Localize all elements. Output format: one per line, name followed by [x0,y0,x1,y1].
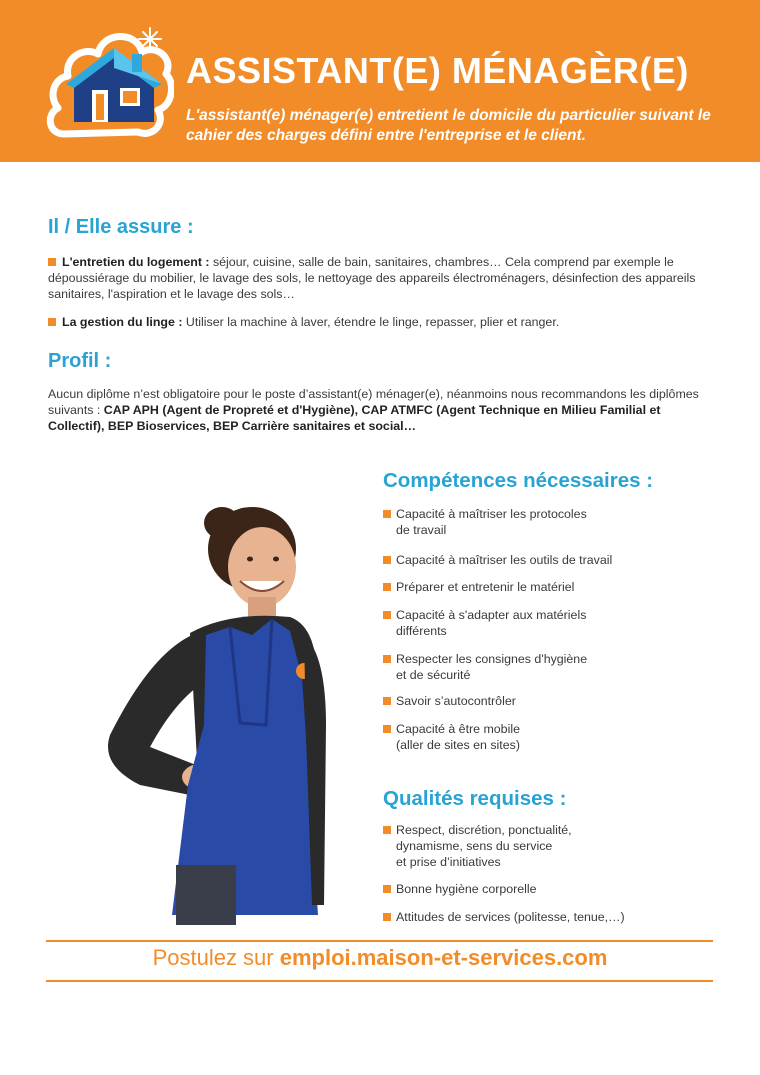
list-item [383,651,587,683]
profile-intro: Aucun diplôme n’est obligatoire pour le poste d’assistant(e) ménager(e), néanmoins nous recommandons les diplômes suivants : [48,387,699,417]
page-subtitle: L'assistant(e) ménager(e) entretient le domicile du particulier suivant le cahier des charges défini entre l'entreprise et le client. [186,107,711,144]
orange-square-bullet-icon [383,583,391,591]
profile-diplomas: CAP APH (Agent de Propreté et d'Hygiène), CAP ATMFC (Agent Technique en Milieu Familial et Collectif), BEP Bioservices, BEP Carrière sanitaires et social… [48,403,661,433]
quality-text: Respect, discrétion, ponctualité, dynamisme, sens du service et prise d’initiatives [396,823,572,869]
quality-text: Bonne hygiène corporelle [396,882,537,896]
mission-item-laundry [48,314,716,330]
list-item [383,579,574,595]
divider-bottom [46,980,713,982]
house-logo-icon [44,22,174,144]
orange-square-bullet-icon [383,913,391,921]
skill-text: Savoir s’autocontrôler [396,694,516,708]
orange-square-bullet-icon [383,826,391,834]
header-banner [0,0,760,162]
apply-call-to-action [0,945,760,971]
apply-prefix: Postulez sur [152,945,280,970]
profile-text [48,386,716,434]
skill-text: Capacité à maîtriser les outils de travail [396,553,613,567]
mission-item-text: séjour, cuisine, salle de bain, sanitaires, chambres… Cela comprend par exemple le dépoussiérage du mobilier, le lavage des sols, le nettoyage des appareils électroménagers, désinfection des appareils sanitaires, l'aspiration et le lavage des sols… [48,255,696,301]
page-title: ASSISTANT(E) MÉNAGÈR(E) [186,50,689,91]
orange-square-bullet-icon [383,655,391,663]
orange-square-bullet-icon [383,885,391,893]
profile-heading: Profil : [48,350,112,372]
apply-link[interactable]: emploi.maison-et-services.com [279,945,608,970]
list-item [383,881,537,897]
orange-square-bullet-icon [48,258,56,266]
list-item [383,693,516,709]
mission-item-label: La gestion du linge : [62,315,183,329]
divider-top [46,940,713,942]
employee-photo [80,485,330,925]
qualities-heading: Qualités requises : [383,787,567,810]
list-item [383,822,572,870]
mission-heading: Il / Elle assure : [48,216,194,238]
orange-square-bullet-icon [383,697,391,705]
mission-item-text: Utiliser la machine à laver, étendre le linge, repasser, plier et ranger. [182,315,560,329]
orange-square-bullet-icon [383,556,391,564]
skills-heading: Compétences nécessaires : [383,469,654,492]
list-item [383,506,587,538]
orange-square-bullet-icon [48,318,56,326]
orange-square-bullet-icon [383,510,391,518]
quality-text: Attitudes de services (politesse, tenue,…) [396,910,625,924]
list-item [383,721,520,753]
orange-square-bullet-icon [383,611,391,619]
skill-text: Capacité à s'adapter aux matériels différents [396,608,587,638]
skill-text: Respecter les consignes d'hygiène et de sécurité [396,652,588,682]
list-item [383,909,625,925]
list-item [383,552,612,568]
mission-item-housekeeping [48,254,716,302]
skill-text: Capacité à être mobile (aller de sites en sites) [396,722,520,752]
mission-item-label: L'entretien du logement : [62,255,210,269]
orange-square-bullet-icon [383,725,391,733]
list-item [383,607,586,639]
skill-text: Préparer et entretenir le matériel [396,580,575,594]
skill-text: Capacité à maîtriser les protocoles de travail [396,507,587,537]
